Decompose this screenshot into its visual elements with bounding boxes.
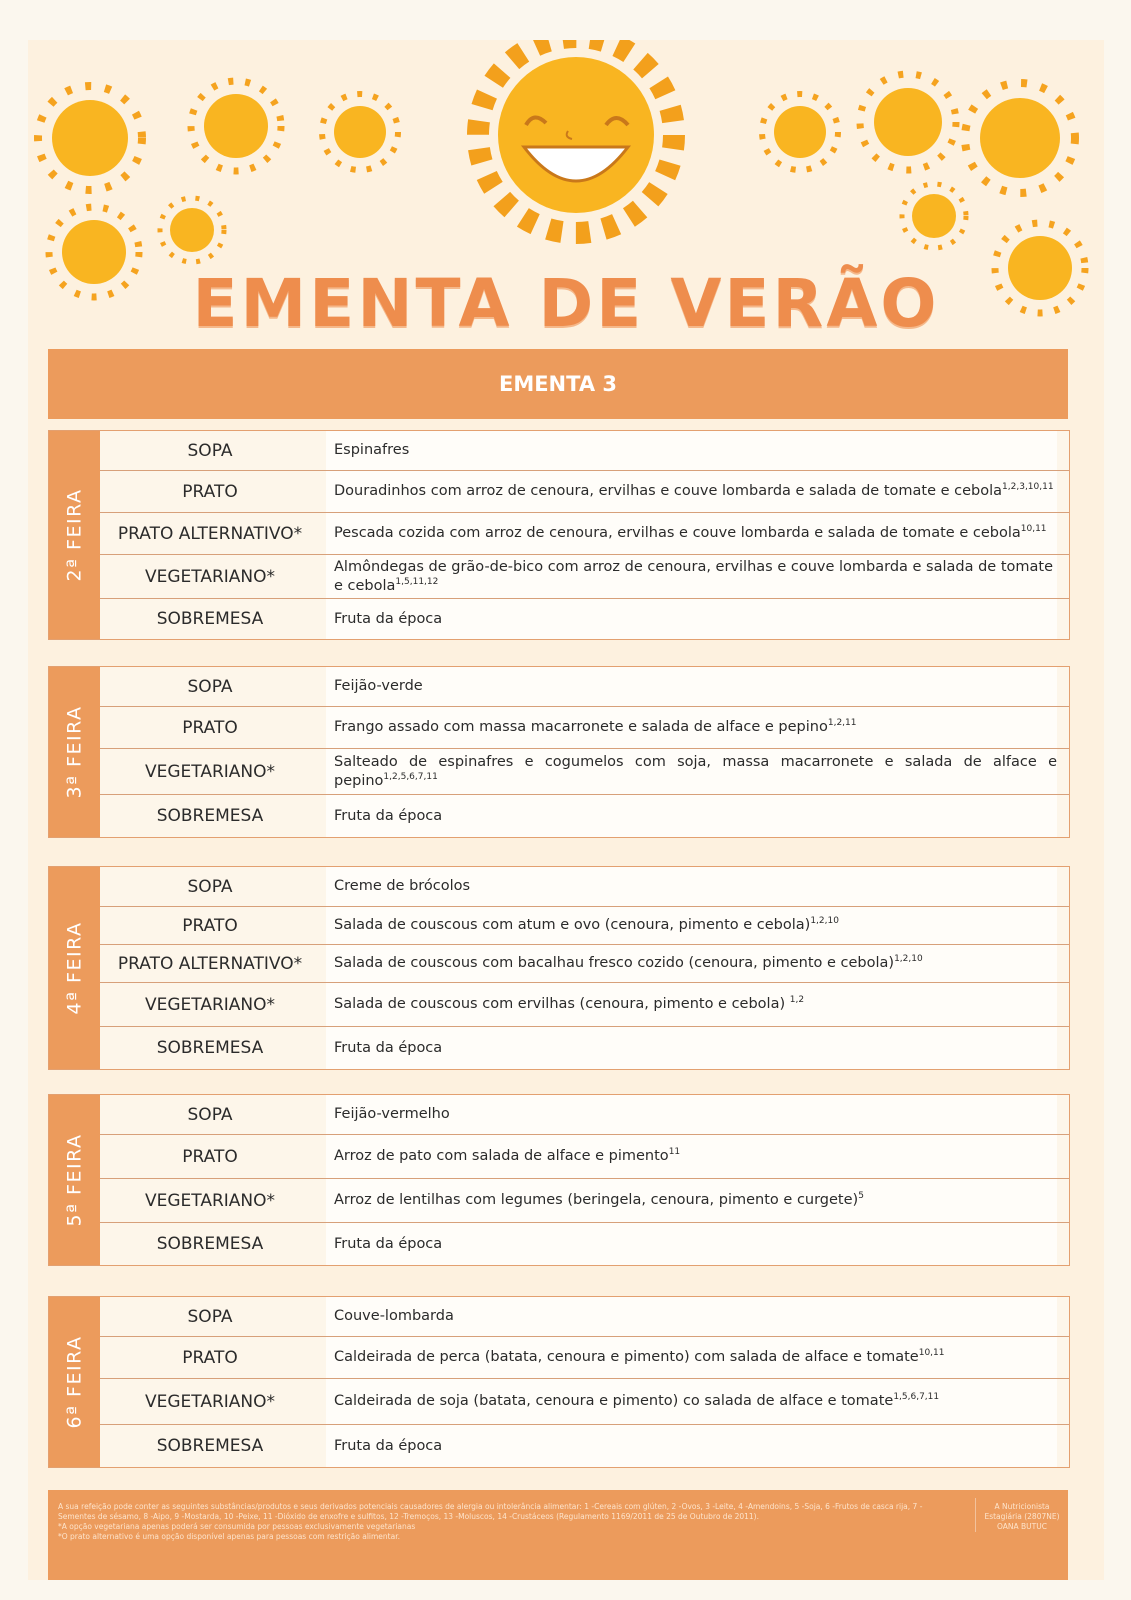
day-block-friday [48, 1296, 1070, 1468]
day-block-monday [48, 430, 1070, 640]
allergen-codes: 1,5,6,7,11 [893, 1392, 940, 1403]
menu-row [100, 555, 1069, 599]
dish-description: Pescada cozida com arroz de cenoura, ervilhas e couve lombarda e salada de tomate e cebola$^{10,11}$ [326, 513, 1057, 554]
nutritionist-id: Estagiária (2807NE) [984, 1512, 1060, 1521]
nutritionist-role: A Nutricionista [994, 1502, 1050, 1511]
day-label [49, 1095, 100, 1265]
dish-description: Creme de brócolos [326, 867, 1057, 906]
menu-row [100, 867, 1069, 907]
menu-row [100, 749, 1069, 795]
category-label: SOBREMESA [156, 609, 264, 629]
day-label [49, 867, 100, 1069]
dish-description: Fruta da época [326, 1425, 1057, 1467]
category-label: PRATO ALTERNATIVO* [117, 523, 303, 544]
menu-row [100, 983, 1069, 1027]
dish-description: Fruta da época [326, 795, 1057, 837]
menu-row [100, 1027, 1069, 1069]
dish-description: Caldeirada de soja (batata, cenoura e pimento) co salada de alface e tomate$^{1,5,6,7,11}$ [326, 1379, 1057, 1424]
category-label: PRATO [182, 915, 238, 936]
day-label-text: 3ª FEIRA [63, 705, 86, 799]
dish-description: Arroz de pato com salada de alface e pimento$^{11}$ [326, 1135, 1057, 1178]
smiling-sun-icon [478, 40, 674, 233]
vegetarian-note: *A opção vegetariana apenas poderá ser consumida por pessoas exclusivamente vegetarianas [58, 1522, 416, 1531]
menu-row [100, 945, 1069, 983]
menu-row [100, 431, 1069, 471]
category-label: PRATO [182, 481, 238, 502]
category-label: VEGETARIANO* [144, 566, 276, 587]
category-label: PRATO [182, 1146, 238, 1167]
dish-description: Espinafres [326, 431, 1057, 470]
menu-row [100, 1425, 1069, 1467]
dish-description: Frango assado com massa macarronete e salada de alface e pepino$^{1,2,11}$ [326, 707, 1057, 748]
day-block-wednesday [48, 866, 1070, 1070]
category-label: SOPA [187, 1104, 233, 1125]
sun-icon [160, 198, 224, 262]
allergen-codes: 10,11 [918, 1348, 945, 1359]
day-label-text: 5ª FEIRA [63, 1133, 86, 1227]
menu-row [100, 1337, 1069, 1379]
day-block-tuesday [48, 666, 1070, 838]
menu-number-banner [48, 349, 1068, 419]
menu-row [100, 513, 1069, 555]
allergen-notes [58, 1502, 938, 1542]
category-label: SOBREMESA [156, 1038, 264, 1058]
category-label: SOBREMESA [156, 1234, 264, 1254]
allergen-codes: 1,2,10 [810, 916, 839, 927]
menu-row [100, 707, 1069, 749]
category-label: SOBREMESA [156, 1436, 264, 1456]
category-label: PRATO [182, 1347, 238, 1368]
allergen-footer [48, 1490, 1068, 1580]
day-label [49, 667, 100, 837]
category-label: SOBREMESA [156, 806, 264, 826]
allergen-codes: 5 [858, 1191, 864, 1202]
category-label: SOPA [187, 876, 233, 897]
dish-description: Salada de couscous com ervilhas (cenoura, pimento e cebola) $^{1,2}$ [326, 983, 1057, 1026]
category-label: PRATO ALTERNATIVO* [117, 953, 303, 974]
allergen-codes: 10,11 [1020, 524, 1047, 535]
allergen-codes: 1,2,10 [894, 954, 923, 965]
menu-row [100, 1095, 1069, 1135]
allergen-codes: 1,2,3,10,11 [1002, 482, 1054, 493]
dish-description: Salada de couscous com bacalhau fresco cozido (cenoura, pimento e cebola)$^{1,2,10}$ [326, 945, 1057, 982]
menu-row [100, 907, 1069, 945]
day-label [49, 1297, 100, 1467]
page-title: EMENTA DE VERÃO [192, 265, 940, 342]
sun-icon [965, 83, 1075, 193]
menu-row [100, 795, 1069, 837]
category-label: VEGETARIANO* [144, 1391, 276, 1412]
alternative-note: *O prato alternativo é uma opção disponível apenas para pessoas com restrição alimentar. [58, 1532, 400, 1541]
allergen-codes: 11 [668, 1147, 681, 1158]
day-label-text: 4ª FEIRA [63, 921, 86, 1015]
day-label-text: 2ª FEIRA [63, 488, 86, 582]
category-label: VEGETARIANO* [144, 994, 276, 1015]
nutritionist-name: OANA BUTUC [997, 1522, 1047, 1531]
category-label: SOPA [187, 1306, 233, 1327]
allergen-list: A sua refeição pode conter as seguintes substâncias/produtos e seus derivados potenciais causadores de alergia ou intolerância alimentar: 1 -Cereais com glúten, 2 -Ovos, 3 -Leite, 4 -Amendoins, 5 -Soja, 6 -Frutos de casca rija, 7 -Sementes de sésamo, 8 -Aipo, 9 -Mostarda, 10 -Peixe, 11 -Dióxido de enxofre e sulfitos, 12 -Tremoços, 13 -Moluscos, 14 -Crustáceos (Regulamento 1169/2011 de 25 de Outubro de 2011). [58, 1502, 923, 1521]
sun-icon [860, 74, 956, 170]
menu-row [100, 1297, 1069, 1337]
menu-number-label: EMENTA 3 [498, 372, 618, 396]
menu-row [100, 667, 1069, 707]
dish-description: Fruta da época [326, 1223, 1057, 1265]
day-label [49, 431, 100, 639]
sun-icon [902, 184, 966, 248]
allergen-codes: 1,5,11,12 [395, 576, 439, 587]
category-label: SOPA [187, 676, 233, 697]
dish-description: Douradinhos com arroz de cenoura, ervilhas e couve lombarda e salada de tomate e cebola$^{1,2,3,10,11}$ [326, 471, 1057, 512]
dish-description: Feijão-vermelho [326, 1095, 1057, 1134]
day-block-thursday [48, 1094, 1070, 1266]
allergen-codes: 1,2 [789, 995, 805, 1006]
day-label-text: 6ª FEIRA [63, 1335, 86, 1429]
menu-row [100, 1135, 1069, 1179]
dish-description: Feijão-verde [326, 667, 1057, 706]
sun-icon [38, 86, 142, 190]
sun-icon [191, 81, 281, 171]
category-label: PRATO [182, 717, 238, 738]
category-label: VEGETARIANO* [144, 1190, 276, 1211]
nutritionist-signature [975, 1498, 1068, 1532]
menu-sheet [28, 40, 1104, 1580]
dish-description: Arroz de lentilhas com legumes (beringela, cenoura, pimento e curgete)$^5$ [326, 1179, 1057, 1222]
dish-description: Salada de couscous com atum e ovo (cenoura, pimento e cebola)$^{1,2,10}$ [326, 907, 1057, 944]
dish-description: Caldeirada de perca (batata, cenoura e pimento) com salada de alface e tomate$^{10,11}$ [326, 1337, 1057, 1378]
dish-description: Fruta da época [326, 599, 1057, 639]
menu-row [100, 599, 1069, 639]
menu-row [100, 1179, 1069, 1223]
dish-description: Salteado de espinafres e cogumelos com soja, massa macarronete e salada de alface e pepino$^{1,2,5,6,7,11}$ [326, 749, 1057, 794]
allergen-codes: 1,2,5,6,7,11 [383, 771, 438, 782]
menu-row [100, 1379, 1069, 1425]
category-label: VEGETARIANO* [144, 761, 276, 782]
menu-row [100, 1223, 1069, 1265]
allergen-codes: 1,2,11 [827, 718, 857, 729]
menu-row [100, 471, 1069, 513]
category-label: SOPA [187, 440, 233, 461]
sun-icon [762, 94, 838, 170]
dish-description: Fruta da época [326, 1027, 1057, 1069]
sun-icon [322, 94, 398, 170]
dish-description: Couve-lombarda [326, 1297, 1057, 1336]
dish-description: Almôndegas de grão-de-bico com arroz de cenoura, ervilhas e couve lombarda e salada de tomate e cebola$^{1,5,11,12}$ [326, 555, 1057, 598]
